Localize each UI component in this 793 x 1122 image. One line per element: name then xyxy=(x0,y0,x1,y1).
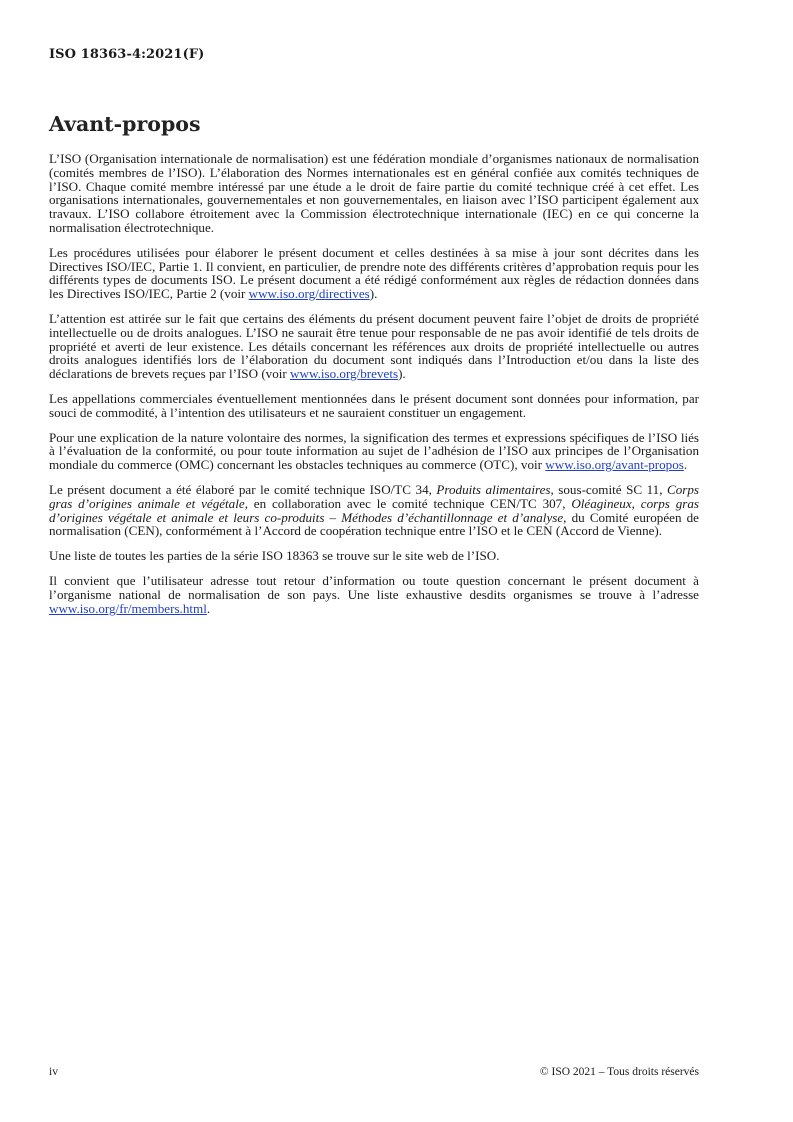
paragraph-feedback xyxy=(49,574,699,615)
cen-committee-name: Oléagineux, corps gras d’origines végétale et animale et leurs co-produits – Méthodes d’échantillonnage et d’analyse, xyxy=(49,495,699,525)
paragraph-text: , sous-comité SC 11, xyxy=(550,481,667,497)
paragraph-procedures xyxy=(49,246,699,301)
paragraph-text: L’attention est attirée sur le fait que certains des éléments du présent document peuvent faire l’objet de droits de propriété intellectuelle ou de droits analogues. L’ISO ne saurait être tenue pour responsable de ne pas avoir identifié de tels droits de propriété et averti de leur existence. Les détails concernant les références aux droits de propriété intellectuelle ou autres droits analogues identifiés lors de l’élaboration du document sont indiqués dans l’Introduction et/ou dans la liste des déclarations de brevets reçues par l’ISO (voir xyxy=(49,310,699,382)
paragraph-committee xyxy=(49,483,699,538)
page-title: Avant-propos xyxy=(49,112,201,136)
paragraph-tail: ). xyxy=(398,366,406,382)
paragraph-text: Il convient que l’utilisateur adresse tout retour d’information ou toute question concernant le présent document à l’organisme national de normalisation de son pays. Une liste exhaustive desdits organismes se trouve à l’adresse xyxy=(49,572,699,602)
paragraph-text: Les procédures utilisées pour élaborer le présent document et celles destinées à sa mise à jour sont décrites dans les Directives ISO/IEC, Partie 1. Il convient, en particulier, de prendre note des différents critères d’approbation requis pour les différents types de documents ISO. Le présent document a été rédigé conformément aux règles de rédaction données dans les Directives ISO/IEC, Partie 2 (voir xyxy=(49,244,699,302)
paragraph-text: Le présent document a été élaboré par le comité technique ISO/TC 34, xyxy=(49,481,437,497)
committee-name: Produits alimentaires xyxy=(436,481,551,497)
paragraph-trade-names: Les appellations commerciales éventuellement mentionnées dans le présent document sont données pour information, par souci de commodité, à l’intention des utilisateurs et ne sauraient constituer un engagement. xyxy=(49,390,699,420)
paragraph-text: du Comité européen de normalisation (CEN), conformément à l’Accord de coopération technique entre l’ISO et le CEN (Accord de Vienne). xyxy=(49,509,699,539)
paragraph-tail: . xyxy=(683,457,688,473)
paragraph-iso-intro: L’ISO (Organisation internationale de normalisation) est une fédération mondiale d’organismes nationaux de normalisation (comités membres de l’ISO). L’élaboration des Normes internationales est en général confiée aux comités techniques de l’ISO. Chaque comité membre intéressé par une étude a le droit de faire partie du comité technique créé à cet effet. Les organisations internationales, gouvernementales et non gouvernementales, en liaison avec l’ISO participent également aux travaux. L’ISO collabore étroitement avec la Commission électrotechnique internationale (IEC) en ce qui concerne la normalisation électrotechnique. xyxy=(49,151,699,235)
link-brevets[interactable]: www.iso.org/brevets xyxy=(290,366,399,382)
document-id: ISO 18363-4:2021(F) xyxy=(49,47,205,62)
link-members[interactable]: www.iso.org/fr/members.html xyxy=(49,600,207,616)
paragraph-series: Une liste de toutes les parties de la série ISO 18363 se trouve sur le site web de l’ISO. xyxy=(49,548,500,564)
foreword-body xyxy=(49,152,699,626)
paragraph-tail: . xyxy=(206,600,211,616)
copyright-notice: © ISO 2021 – Tous droits réservés xyxy=(539,1066,699,1078)
page-number: iv xyxy=(49,1066,58,1078)
paragraph-tail: ). xyxy=(369,286,378,302)
link-directives[interactable]: www.iso.org/directives xyxy=(248,286,370,302)
link-avant-propos[interactable]: www.iso.org/avant-propos xyxy=(545,457,684,473)
paragraph-patents xyxy=(49,312,699,381)
paragraph-text: , en collaboration avec le comité technique CEN/TC 307, xyxy=(244,495,572,511)
paragraph-voluntary xyxy=(49,431,699,472)
subcommittee-name: Corps gras d’origines animale et végétale xyxy=(49,481,699,511)
paragraph-text: Pour une explication de la nature volontaire des normes, la signification des termes et expressions spécifiques de l’ISO liés à l’évaluation de la conformité, ou pour toute information au sujet de l’adhésion de l’ISO aux principes de l’Organisation mondiale du commerce (OMC) concernant les obstacles techniques au commerce (OTC), voir xyxy=(49,429,699,473)
